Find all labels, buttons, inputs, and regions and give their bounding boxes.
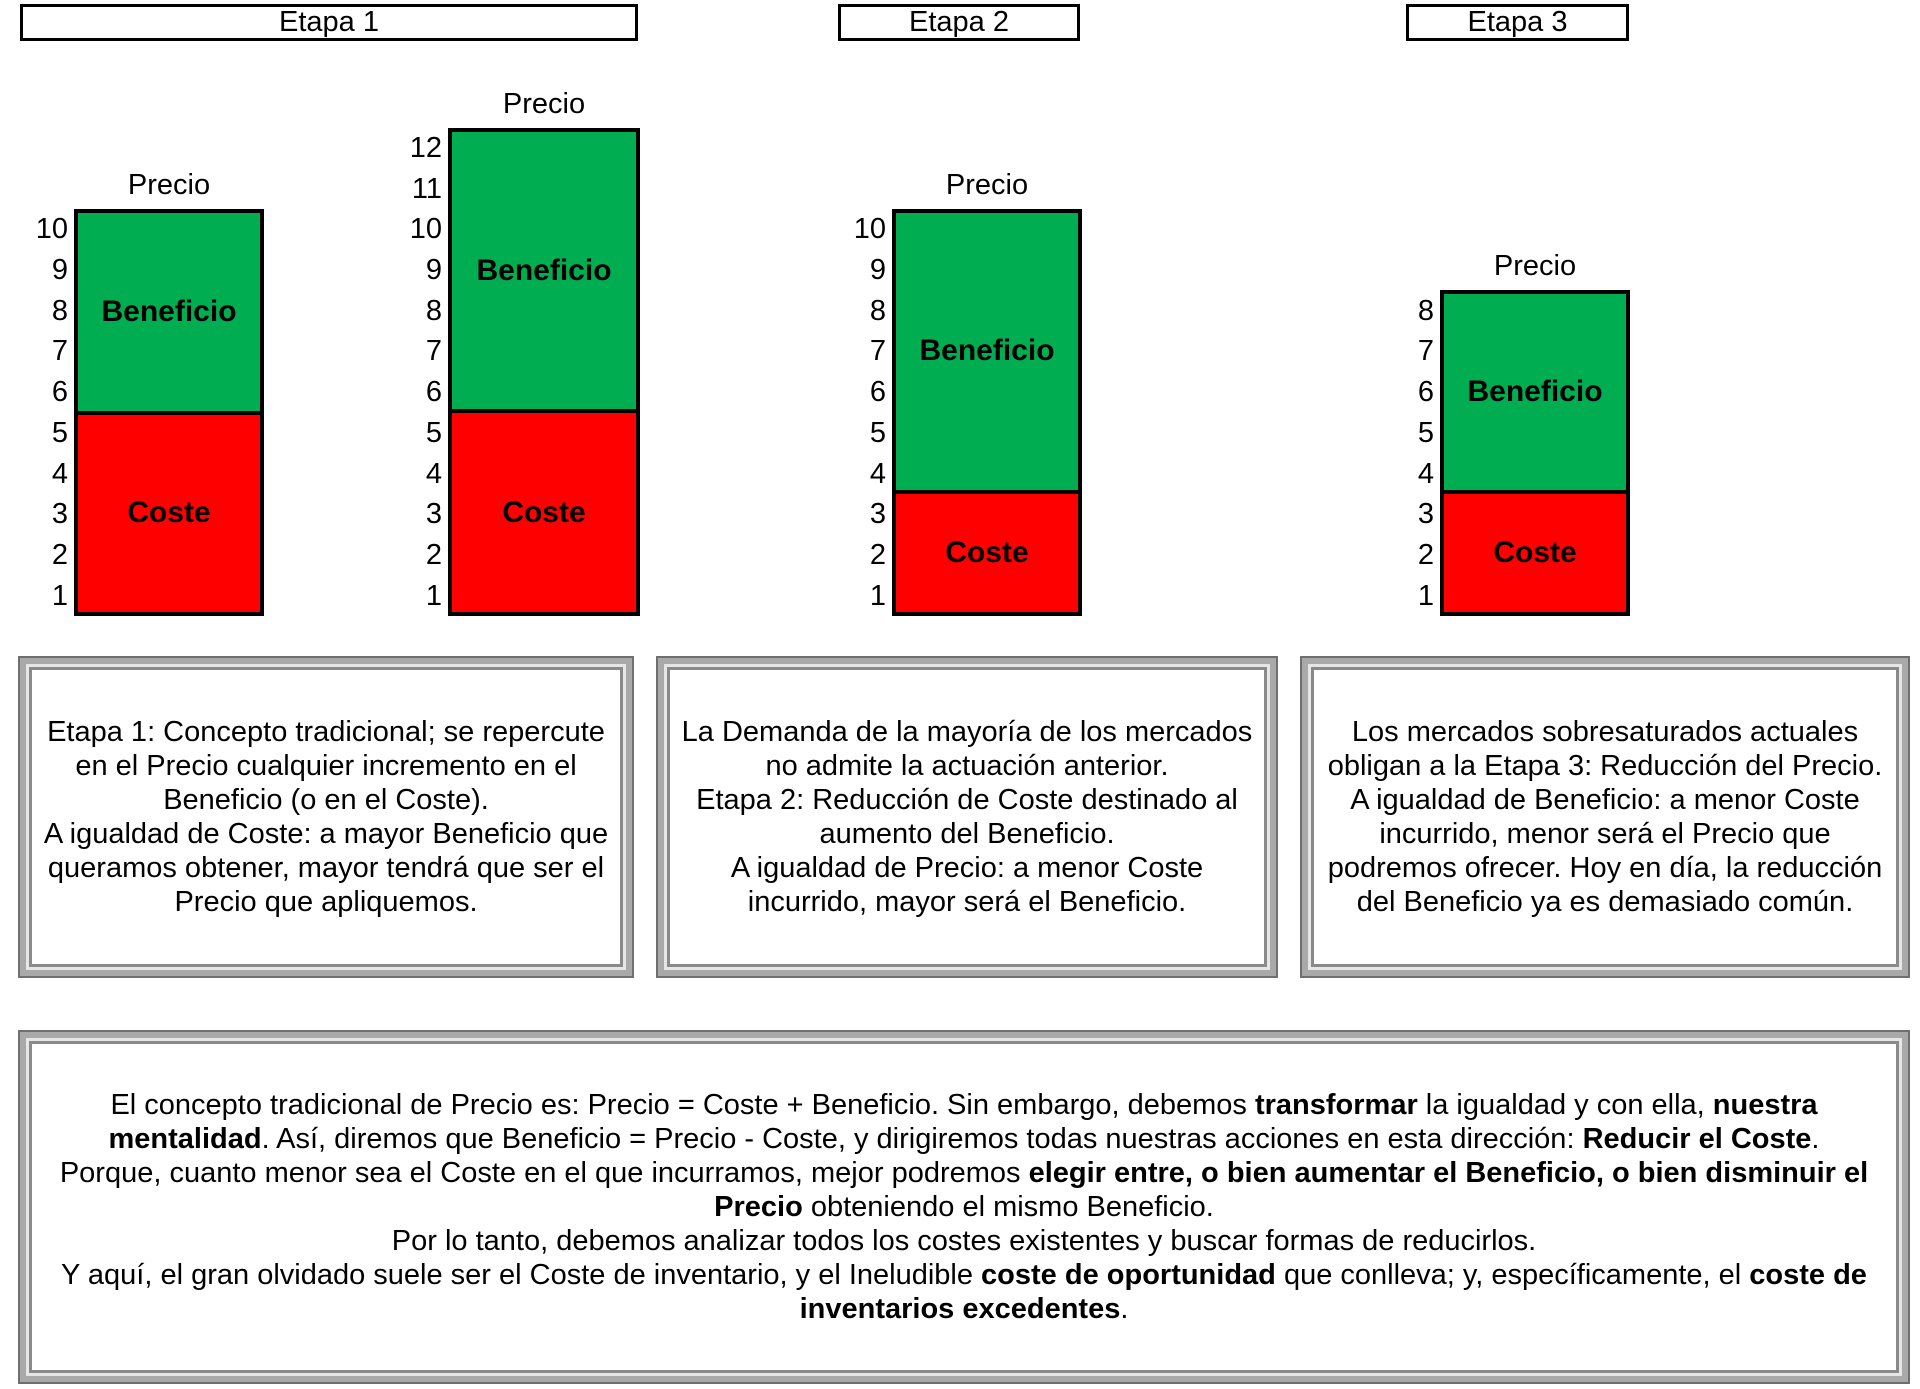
axis-tick: 5 xyxy=(1417,416,1434,449)
axis-tick: 3 xyxy=(869,498,886,531)
axis-tick: 5 xyxy=(425,416,442,449)
axis-tick: 1 xyxy=(869,579,886,612)
summary-para-1: El concepto tradicional de Precio es: Precio = Coste + Beneficio. Sin embargo, debemos transformar la igualdad y con ella, nuestra mentalidad. Así, diremos que Beneficio = Precio - Coste, y dirigiremos todas nuestras acciones en esta dirección: Reducir el Coste. xyxy=(108,1089,1820,1155)
axis-tick: 11 xyxy=(411,172,442,205)
profit-segment xyxy=(78,213,260,411)
axis-tick: 2 xyxy=(1417,538,1434,571)
summary-panel xyxy=(20,1032,1908,1382)
axis-tick: 4 xyxy=(425,457,442,490)
panel-etapa-3 xyxy=(1302,658,1908,976)
price-title: Precio xyxy=(945,169,1029,201)
price-title: Precio xyxy=(1493,250,1577,283)
profit-segment xyxy=(896,213,1078,490)
panel-etapa-1 xyxy=(20,658,632,976)
panel-etapa-2-para-2: Etapa 2: Reducción de Coste destinado al aumento del Beneficio. xyxy=(696,784,1238,850)
price-bar-1 xyxy=(74,209,264,616)
axis-tick: 8 xyxy=(869,294,886,327)
axis-tick: 5 xyxy=(869,416,886,449)
cost-segment xyxy=(78,411,260,613)
axis-tick: 7 xyxy=(1417,335,1434,368)
cost-label: Coste xyxy=(945,535,1029,569)
cost-label: Coste xyxy=(502,495,586,529)
summary-para-2: Porque, cuanto menor sea el Coste en el que incurramos, mejor podremos elegir entre, o bien aumentar el Beneficio, o bien disminuir el Precio obteniendo el mismo Beneficio. xyxy=(59,1157,1869,1223)
price-bar-4 xyxy=(1440,290,1630,616)
summary-para-3: Por lo tanto, debemos analizar todos los costes existentes y buscar formas de reducirlos. xyxy=(391,1225,1537,1257)
panel-etapa-1-para-1: Etapa 1: Concepto tradicional; se repercute en el Precio cualquier incremento en el Beneficio (o en el Coste). xyxy=(47,716,605,816)
axis-tick: 6 xyxy=(1417,376,1434,409)
profit-segment xyxy=(452,132,636,410)
axis-tick: 8 xyxy=(51,294,68,327)
axis-tick: 2 xyxy=(51,538,68,571)
profit-label: Beneficio xyxy=(476,253,612,287)
axis-tick: 8 xyxy=(425,294,442,327)
cost-segment xyxy=(1444,490,1626,612)
panel-etapa-2-para-1: La Demanda de la mayoría de los mercados no admite la actuación anterior. xyxy=(681,716,1253,782)
cost-label: Coste xyxy=(1493,536,1577,570)
axis-tick: 4 xyxy=(51,457,68,490)
panel-etapa-3-para-2: A igualdad de Beneficio: a menor Coste incurrido, menor será el Precio que podremos ofrecer. Hoy en día, la reducción del Beneficio ya es demasiado común. xyxy=(1327,784,1883,918)
price-title: Precio xyxy=(127,169,211,201)
profit-label: Beneficio xyxy=(1467,375,1603,409)
axis-tick: 8 xyxy=(1417,294,1434,327)
axis-tick: 7 xyxy=(425,335,442,368)
summary-para-4: Y aquí, el gran olvidado suele ser el Coste de inventario, y el Ineludible coste de oportunidad que conlleva; y, específicamente, el coste de inventarios excedentes. xyxy=(61,1259,1867,1325)
cost-segment xyxy=(896,490,1078,613)
stage-tab-2: Etapa 2 xyxy=(838,4,1080,41)
axis-tick: 1 xyxy=(1417,579,1434,612)
axis-tick: 3 xyxy=(1417,498,1434,531)
axis-tick: 1 xyxy=(425,579,442,612)
axis-tick: 6 xyxy=(869,376,886,409)
panel-etapa-2 xyxy=(658,658,1276,976)
axis-tick: 3 xyxy=(425,498,442,531)
axis-tick: 9 xyxy=(869,254,886,287)
axis-tick: 10 xyxy=(853,213,886,246)
profit-segment xyxy=(1444,294,1626,490)
axis-tick: 4 xyxy=(1417,457,1434,490)
axis-tick: 10 xyxy=(35,213,68,246)
stage-tab-3: Etapa 3 xyxy=(1406,4,1629,41)
price-bar-3 xyxy=(892,209,1082,616)
axis-tick: 9 xyxy=(425,254,442,287)
cost-segment xyxy=(452,409,636,612)
axis-tick: 3 xyxy=(51,498,68,531)
axis-tick: 10 xyxy=(409,213,442,246)
axis-tick: 12 xyxy=(409,131,442,164)
axis-tick: 2 xyxy=(425,538,442,571)
stage-tab-1: Etapa 1 xyxy=(20,4,638,41)
price-title: Precio xyxy=(502,87,586,120)
cost-label: Coste xyxy=(127,496,211,530)
axis-tick: 5 xyxy=(51,416,68,449)
axis-tick: 4 xyxy=(869,457,886,490)
axis-tick: 6 xyxy=(425,376,442,409)
profit-label: Beneficio xyxy=(101,294,237,328)
price-bar-2 xyxy=(448,128,640,616)
axis-tick: 7 xyxy=(869,335,886,368)
panel-etapa-1-para-2: A igualdad de Coste: a mayor Beneficio que queramos obtener, mayor tendrá que ser el Precio que apliquemos. xyxy=(43,818,609,918)
panel-etapa-2-para-3: A igualdad de Precio: a menor Coste incurrido, mayor será el Beneficio. xyxy=(730,852,1204,918)
axis-tick: 9 xyxy=(51,254,68,287)
axis-tick: 6 xyxy=(51,376,68,409)
axis-tick: 7 xyxy=(51,335,68,368)
axis-tick: 2 xyxy=(869,538,886,571)
panel-etapa-3-para-1: Los mercados sobresaturados actuales obligan a la Etapa 3: Reducción del Precio. xyxy=(1327,716,1883,782)
profit-label: Beneficio xyxy=(919,334,1055,368)
axis-tick: 1 xyxy=(51,579,68,612)
